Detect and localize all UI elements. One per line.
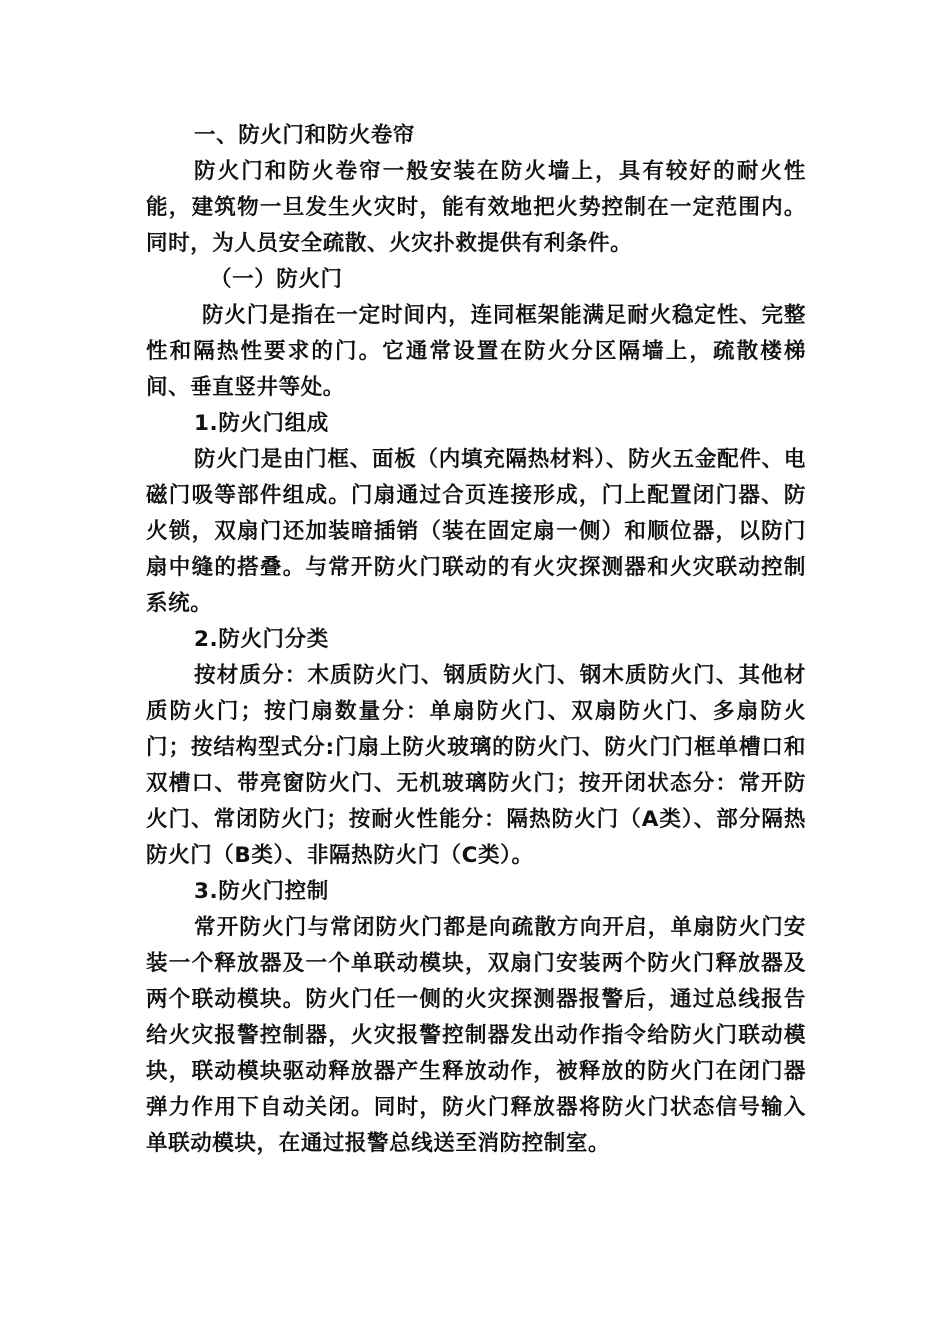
subsection-heading-fire-doors: （一）防火门 <box>210 267 343 292</box>
item-heading-composition: 1.防火门组成 <box>194 411 329 436</box>
classification-paragraph: 按材质分：木质防火门、钢质防火门、钢木质防火门、其他材质防火门；按门扇数量分：单扇防火门、双扇防火门、多扇防火门；按结构型式分:门扇上防火玻璃的防火门、防火门门框单槽口和双槽口、带亮窗防火门、无机玻璃防火门；按开闭状态分：常开防火门、常闭防火门；按耐火性能分：隔热防火门（A类）、部分隔热防火门（B类）、非隔热防火门（C类）。 <box>146 663 806 868</box>
composition-paragraph: 防火门是由门框、面板（内填充隔热材料）、防火五金配件、电磁门吸等部件组成。门扇通过合页连接形成，门上配置闭门器、防火锁，双扇门还加装暗插销（装在固定扇一侧）和顺位器，以防门扇中缝的搭叠。与常开防火门联动的有火灾探测器和火灾联动控制系统。 <box>146 447 806 616</box>
document-body <box>146 118 806 1162</box>
definition-paragraph: 防火门是指在一定时间内，连同框架能满足耐火稳定性、完整性和隔热性要求的门。它通常设置在防火分区隔墙上，疏散楼梯间、垂直竖井等处。 <box>146 303 806 400</box>
item-heading-control: 3.防火门控制 <box>194 879 329 904</box>
section-heading-fire-doors-and-shutters: 一、防火门和防火卷帘 <box>194 123 416 148</box>
item-heading-classification: 2.防火门分类 <box>194 627 329 652</box>
control-paragraph: 常开防火门与常闭防火门都是向疏散方向开启，单扇防火门安装一个释放器及一个单联动模块，双扇门安装两个防火门释放器及两个联动模块。防火门任一侧的火灾探测器报警后，通过总线报告给火灾报警控制器，火灾报警控制器发出动作指令给防火门联动模块，联动模块驱动释放器产生释放动作，被释放的防火门在闭门器弹力作用下自动关闭。同时，防火门释放器将防火门状态信号输入单联动模块，在通过报警总线送至消防控制室。 <box>146 915 806 1156</box>
intro-paragraph: 防火门和防火卷帘一般安装在防火墙上，具有较好的耐火性能，建筑物一旦发生火灾时，能有效地把火势控制在一定范围内。同时，为人员安全疏散、火灾扑救提供有利条件。 <box>146 159 806 256</box>
